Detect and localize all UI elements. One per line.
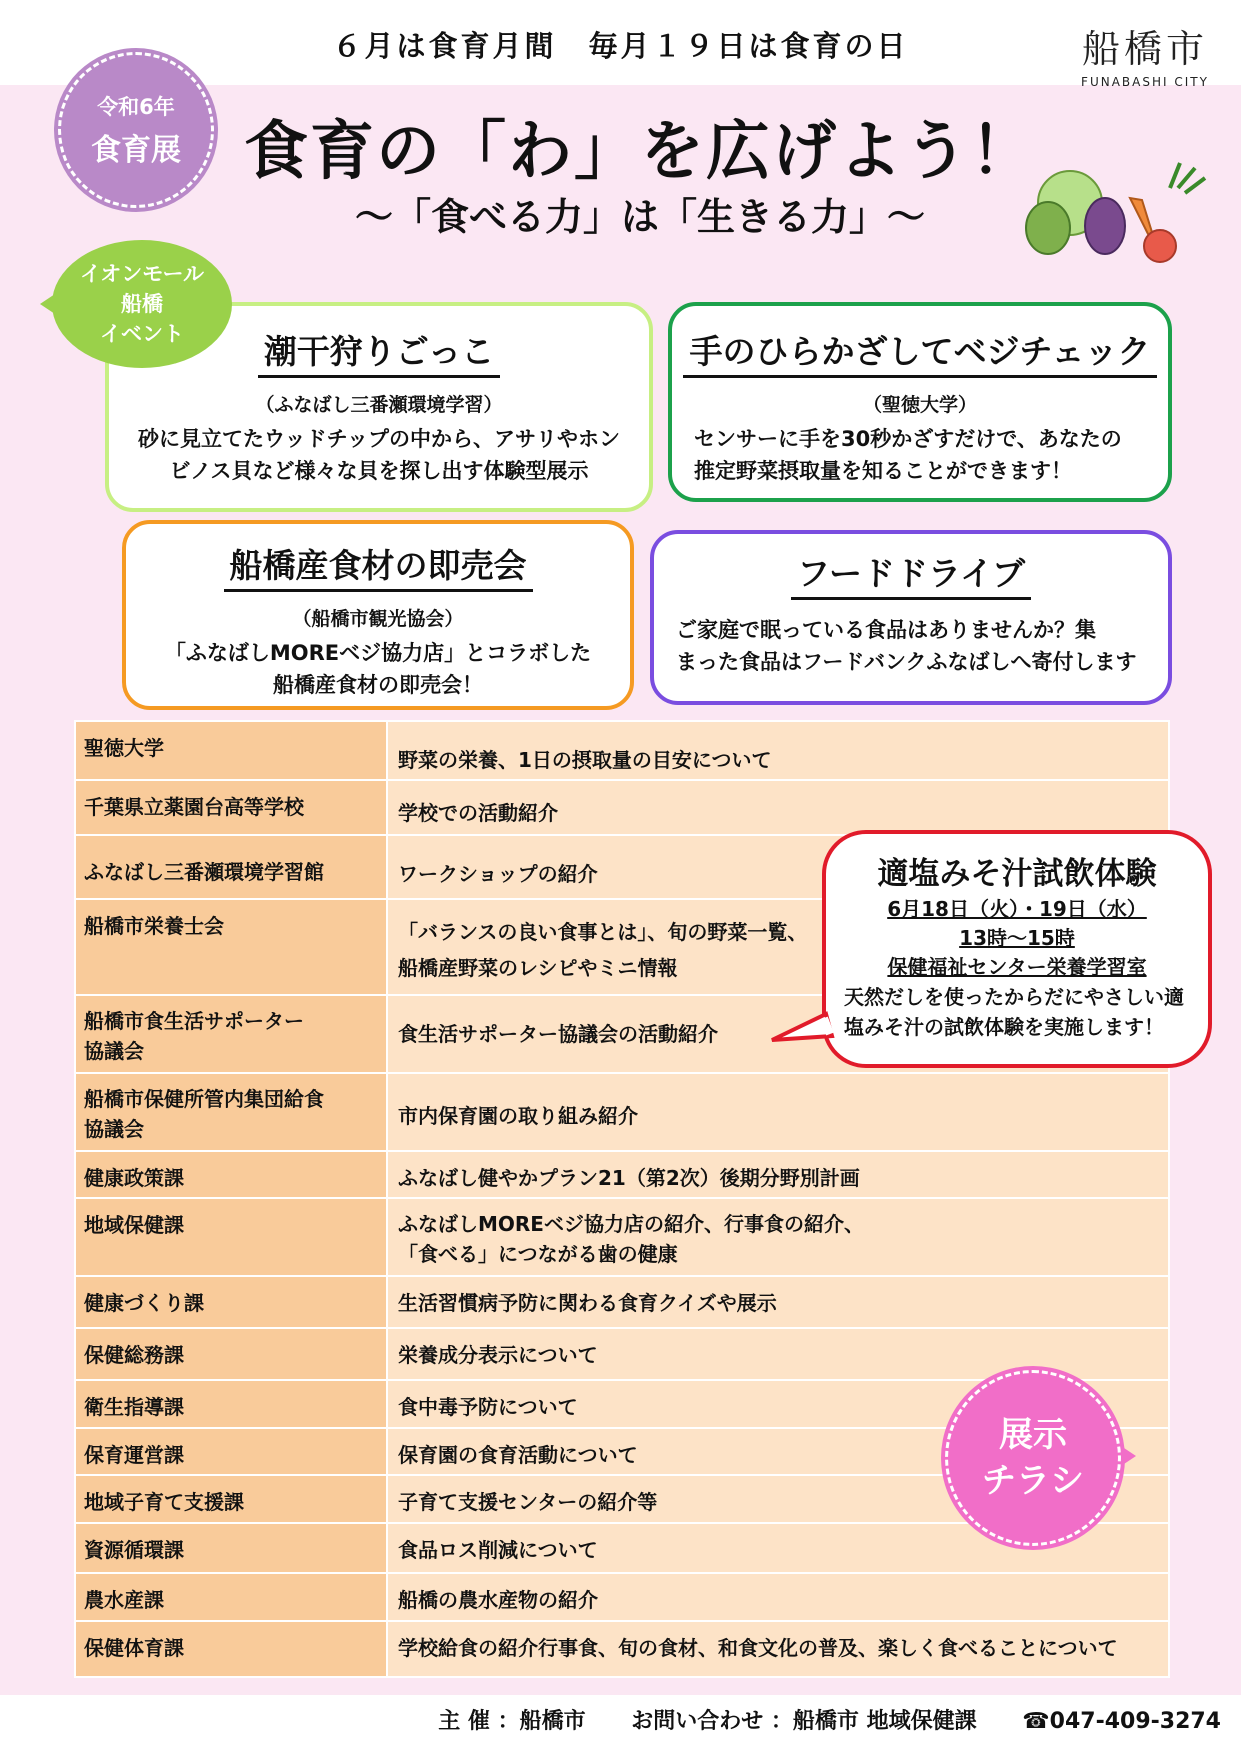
org-desc-text: 野菜の栄養、1日の摂取量の目安について — [398, 748, 772, 772]
org-desc-line1: 「バランスの良い食事とは」、旬の野菜一覧、 — [398, 920, 808, 944]
table-row — [75, 1573, 1169, 1621]
city-logo — [1075, 18, 1215, 89]
miso-desc-line2: 塩みそ汁の試飲体験を実施します！ — [844, 1015, 1164, 1039]
event-title: 潮干狩りごっこ — [258, 326, 500, 378]
org-desc-line1: ふなばしMOREベジ協力店の紹介、行事食の紹介、 — [398, 1212, 864, 1236]
city-roman: FUNABASHI CITY — [1081, 75, 1209, 89]
org-name-line1: 船橋市食生活サポーター — [84, 1009, 304, 1033]
table-row — [75, 780, 1169, 835]
miso-event-schedule — [826, 895, 1208, 982]
miso-event-time: 13時～15時 — [959, 926, 1075, 950]
event-local-food-sale — [122, 520, 634, 710]
org-desc: 栄養成分表示について — [387, 1328, 1169, 1380]
org-desc — [387, 780, 1169, 835]
org-desc — [387, 1198, 1169, 1276]
miso-event-place: 保健福祉センター栄養学習室 — [887, 955, 1147, 979]
event-desc-line1: 「ふなばしMOREベジ協力店」とコラボした — [164, 641, 592, 665]
org-name: 聖徳大学 — [75, 721, 387, 780]
org-desc-text: 市内保育園の取り組み紹介 — [398, 1104, 638, 1128]
org-name — [75, 1073, 387, 1151]
footer-contact: お問い合わせ ：船橋市 地域保健課 — [631, 1709, 977, 1734]
org-name — [75, 835, 387, 899]
event-desc-line2: 船橋産食材の即売会！ — [273, 673, 483, 697]
event-desc-line2: ビノス貝など様々な貝を探し出す体験型展示 — [169, 459, 589, 483]
org-desc: 船橋の農水産物の紹介 — [387, 1573, 1169, 1621]
org-desc-text: ワークショップの紹介 — [398, 862, 598, 886]
exhibit-badge-label: 食育展 — [91, 133, 181, 168]
event-desc-line1: センサーに手を30秒かざすだけで、あなたの — [694, 427, 1122, 451]
org-desc: 生活習慣病予防に関わる食育クイズや展示 — [387, 1276, 1169, 1328]
sub-title: ～「食べる力」は「生きる力」～ — [354, 195, 925, 239]
aeon-badge-line3: イベント — [100, 322, 184, 346]
footer-phone: ☎047-409-3274 — [1022, 1709, 1221, 1734]
org-desc: 食品ロス削減について — [387, 1523, 1169, 1573]
org-desc — [387, 721, 1169, 780]
org-name: 地域子育て支援課 — [75, 1475, 387, 1523]
miso-event-description — [826, 982, 1208, 1042]
miso-event-title: 適塩みそ汁試飲体験 — [877, 856, 1157, 892]
org-name: 保健総務課 — [75, 1328, 387, 1380]
main-title: 食育の「わ」を広げよう！ — [244, 115, 1036, 189]
event-organizer: （聖徳大学） — [862, 394, 977, 416]
aeon-badge-line1: イオンモール — [79, 262, 205, 286]
org-name: 地域保健課 — [75, 1198, 387, 1276]
org-name: 船橋市栄養士会 — [75, 899, 387, 995]
org-name: 農水産課 — [75, 1573, 387, 1621]
event-desc-line2: まった食品はフードバンクふなばしへ寄付します — [676, 650, 1137, 674]
org-desc: 保育園の食育活動について — [387, 1428, 1169, 1475]
vegetables-illustration — [1010, 158, 1220, 268]
org-name: 衛生指導課 — [75, 1380, 387, 1428]
org-desc-text: 学校での活動紹介 — [398, 801, 558, 825]
exhibit-badge-year: 令和6年 — [97, 95, 175, 119]
org-desc: 子育て支援センターの紹介等 — [387, 1475, 1169, 1523]
org-name-text: ふなばし三番瀬環境学習館 — [84, 860, 324, 884]
aeon-badge-line2: 船橋 — [121, 292, 163, 316]
org-desc — [387, 1073, 1169, 1151]
aeon-event-badge — [52, 240, 232, 368]
city-name: 船橋市 — [1081, 27, 1208, 71]
miso-event-date: 6月18日（火）・19日（水） — [887, 897, 1147, 921]
org-name-line1: 船橋市保健所管内集団給食 — [84, 1087, 324, 1111]
event-description — [654, 614, 1168, 678]
org-desc-line2: 船橋産野菜のレシピやミニ情報 — [398, 956, 678, 980]
org-name-line2: 協議会 — [84, 1117, 144, 1141]
org-name: 保健体育課 — [75, 1621, 387, 1677]
org-name-line2: 協議会 — [84, 1039, 144, 1063]
event-organizer: （船橋市観光協会） — [292, 608, 464, 630]
org-name: 千葉県立薬園台高等学校 — [75, 780, 387, 835]
event-desc-line1: ご家庭で眠っている食品はありませんか？集 — [676, 618, 1096, 642]
event-title: フードドライブ — [791, 548, 1031, 600]
table-row — [75, 1276, 1169, 1328]
org-name: 保育運営課 — [75, 1428, 387, 1475]
table-row — [75, 1073, 1169, 1151]
miso-callout-tail — [770, 1010, 840, 1060]
flyer-badge-line1: 展示 — [999, 1415, 1067, 1455]
org-name: 健康政策課 — [75, 1151, 387, 1198]
miso-soup-event-callout — [822, 830, 1212, 1068]
table-row — [75, 1621, 1169, 1677]
org-desc: 学校給食の紹介行事食、旬の食材、和食文化の普及、楽しく食べることについて — [387, 1621, 1169, 1677]
event-desc-line1: 砂に見立てたウッドチップの中から、アサリやホン — [138, 427, 620, 451]
event-vegecheck — [668, 302, 1172, 502]
table-row — [75, 1198, 1169, 1276]
event-title: 船橋産食材の即売会 — [224, 540, 533, 592]
org-name: 資源循環課 — [75, 1523, 387, 1573]
event-food-drive — [650, 530, 1172, 705]
event-desc-line2: 推定野菜摂取量を知ることができます！ — [694, 459, 1072, 483]
flyer-badge — [945, 1370, 1121, 1546]
table-row — [75, 1151, 1169, 1198]
event-description — [126, 637, 630, 701]
table-row — [75, 721, 1169, 780]
org-desc-text: 食生活サポーター協議会の活動紹介 — [398, 1022, 718, 1046]
miso-desc-line1: 天然だしを使ったからだにやさしい適 — [844, 985, 1184, 1009]
event-description — [109, 423, 649, 487]
org-desc: ふなばし健やかプラン21（第2次）後期分野別計画 — [387, 1151, 1169, 1198]
org-desc: 食中毒予防について — [387, 1380, 1169, 1428]
footer-host: 主 催 ：船橋市 — [438, 1709, 586, 1734]
event-description — [672, 423, 1168, 487]
table-row — [75, 1328, 1169, 1380]
event-title: 手のひらかざしてベジチェック — [683, 326, 1156, 378]
org-name — [75, 995, 387, 1073]
org-desc-line2: 「食べる」につながる歯の健康 — [398, 1242, 678, 1266]
exhibit-badge — [58, 52, 214, 208]
event-organizer: （ふなばし三番瀬環境学習） — [255, 394, 503, 416]
footer — [0, 1704, 1221, 1735]
flyer-badge-line2: チラシ — [982, 1461, 1084, 1501]
org-name: 健康づくり課 — [75, 1276, 387, 1328]
tagline: ６月は食育月間 毎月１９日は食育の日 — [332, 29, 909, 63]
